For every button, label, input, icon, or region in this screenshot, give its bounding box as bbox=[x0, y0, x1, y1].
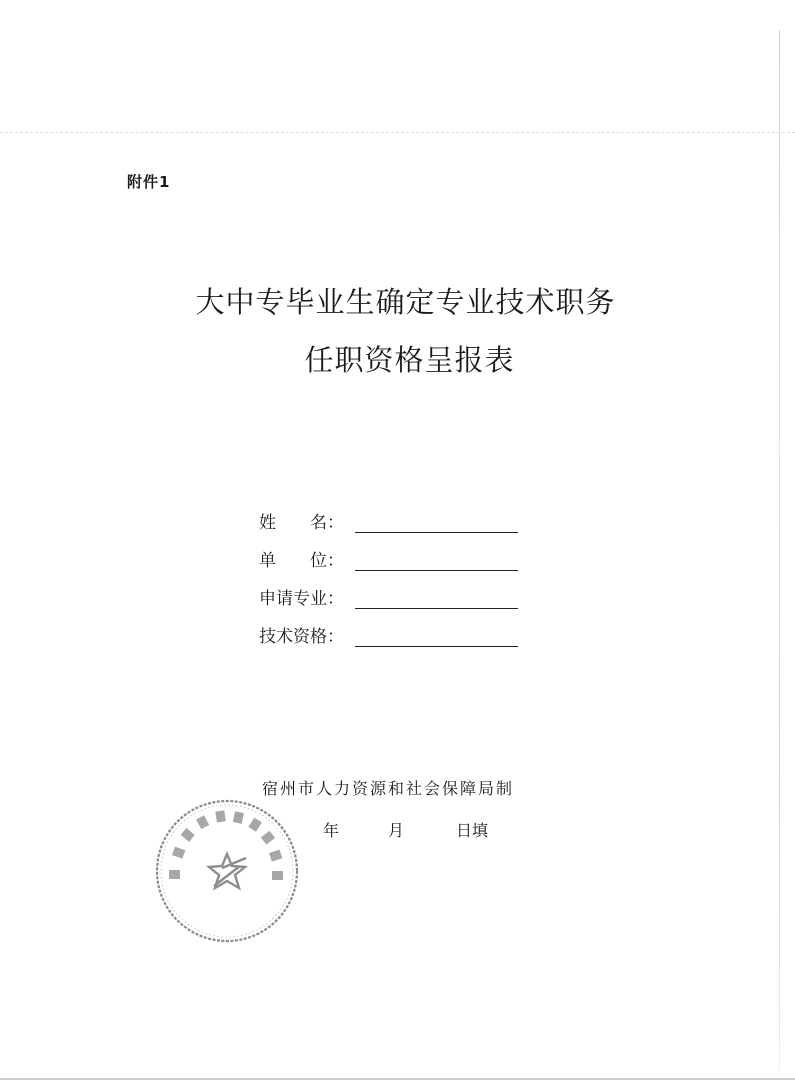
issuer-text: 宿州市人力资源和社会保障局制 bbox=[262, 779, 515, 798]
name-field bbox=[259, 507, 518, 533]
qualification-field-blank[interactable] bbox=[355, 626, 518, 647]
major-field-label: 申请专业： bbox=[259, 589, 344, 609]
attachment-label: 附件1 bbox=[127, 173, 171, 191]
scan-edge-bottom bbox=[0, 1078, 795, 1080]
scan-fold-line bbox=[0, 132, 795, 133]
qualification-field bbox=[259, 621, 518, 647]
document-title-line2: 任职资格呈报表 bbox=[304, 343, 515, 377]
qualification-field-label: 技术资格： bbox=[259, 627, 344, 647]
date-month-label: 月 bbox=[388, 821, 405, 840]
document-title-line1: 大中专毕业生确定专业技术职务 bbox=[195, 285, 616, 319]
date-year-label: 年 bbox=[323, 821, 340, 840]
unit-field-blank[interactable] bbox=[355, 550, 518, 571]
unit-field bbox=[259, 545, 518, 571]
major-field bbox=[259, 583, 518, 609]
scan-edge bbox=[779, 30, 780, 1070]
name-field-blank[interactable] bbox=[355, 512, 518, 533]
name-field-label: 姓 名： bbox=[259, 513, 344, 533]
major-field-blank[interactable] bbox=[355, 588, 518, 609]
date-day-label: 日填 bbox=[456, 821, 489, 840]
official-seal-icon bbox=[152, 796, 302, 946]
unit-field-label: 单 位： bbox=[259, 551, 344, 571]
